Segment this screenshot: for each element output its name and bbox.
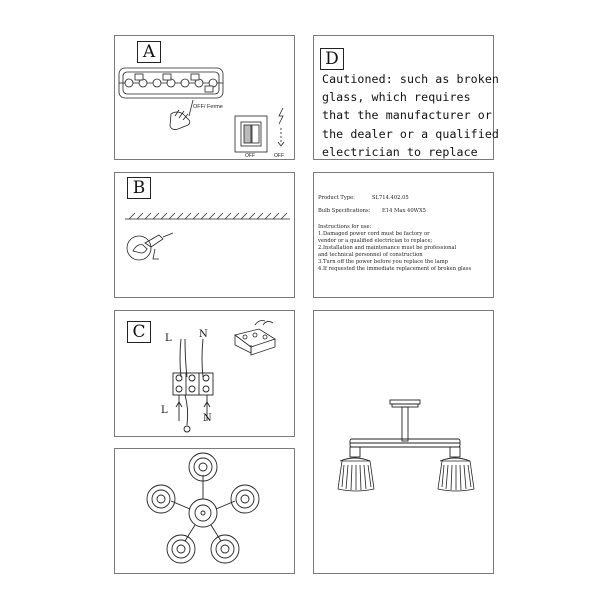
wire-label-l-bottom: L: [161, 405, 168, 416]
caution-text: [322, 70, 500, 161]
wall-switch-icon: [235, 116, 267, 152]
caution-line: electrician to replace: [322, 144, 478, 159]
instruction-line: 2.Installation and maintenance must be professional: [318, 245, 457, 251]
five-arm-lamp-top-illustration: [115, 449, 296, 575]
bulb-spec-label: Bulb Specifications:: [318, 208, 371, 214]
instruction-line: 1.Damaged power cord must be factory or: [318, 231, 430, 237]
off-ferme-label: OFF/ Ferme: [193, 104, 223, 110]
lamp-shade-right: [438, 461, 474, 491]
power-off-arrow-icon: [278, 108, 284, 146]
arrow-off-label: OFF: [274, 153, 284, 159]
caution-line: Cautioned: such as broken: [322, 72, 500, 86]
ceiling-drill-illustration: [115, 173, 296, 299]
two-arm-lamp-illustration: [314, 311, 495, 575]
drill-hand-icon: [127, 233, 173, 260]
panel-b: [114, 172, 295, 298]
instruction-line: and technical personnel of construction: [318, 252, 423, 258]
caution-line: that the manufacturer or: [322, 108, 492, 123]
wire-label-n-top: N: [199, 329, 208, 340]
panel-specifications: [313, 172, 494, 298]
hand-icon: [170, 100, 193, 130]
instruction-line: 4.If requested the immediate replacement of broken glass: [318, 266, 472, 272]
panel-lamp-top-view: [114, 448, 295, 574]
panel-b-letter: B: [127, 177, 151, 199]
panel-a: [114, 35, 295, 160]
instruction-line: 3.Turn off the power before you replace the lamp: [318, 259, 448, 265]
product-type-value: SL714.402.05: [372, 195, 409, 201]
wire-label-l-top: L: [165, 333, 172, 344]
panel-a-letter: A: [137, 41, 161, 63]
instruction-line: vendor or a qualified electrician to replace;: [318, 238, 433, 244]
instructions-title: Instructions for use:: [318, 224, 372, 230]
caution-line: glass, which requires: [322, 90, 471, 105]
bulb-spec-value: E14 Max 40WX5: [382, 208, 426, 214]
panel-c-letter: C: [127, 321, 151, 343]
panel-c: [114, 310, 295, 437]
connector-block-icon: [235, 321, 275, 356]
wire-label-n-bottom: N: [203, 413, 212, 424]
panel-d-letter: D: [320, 48, 344, 70]
panel-d: [313, 35, 500, 160]
caution-line: the dealer or a qualified: [322, 126, 500, 141]
panel-lamp-side-view: [313, 310, 494, 574]
product-type-label: Product Type:: [318, 195, 355, 201]
terminal-block-illustration: [115, 36, 296, 161]
lamp-shade-left: [338, 461, 374, 491]
switch-off-label: OFF: [245, 153, 255, 159]
